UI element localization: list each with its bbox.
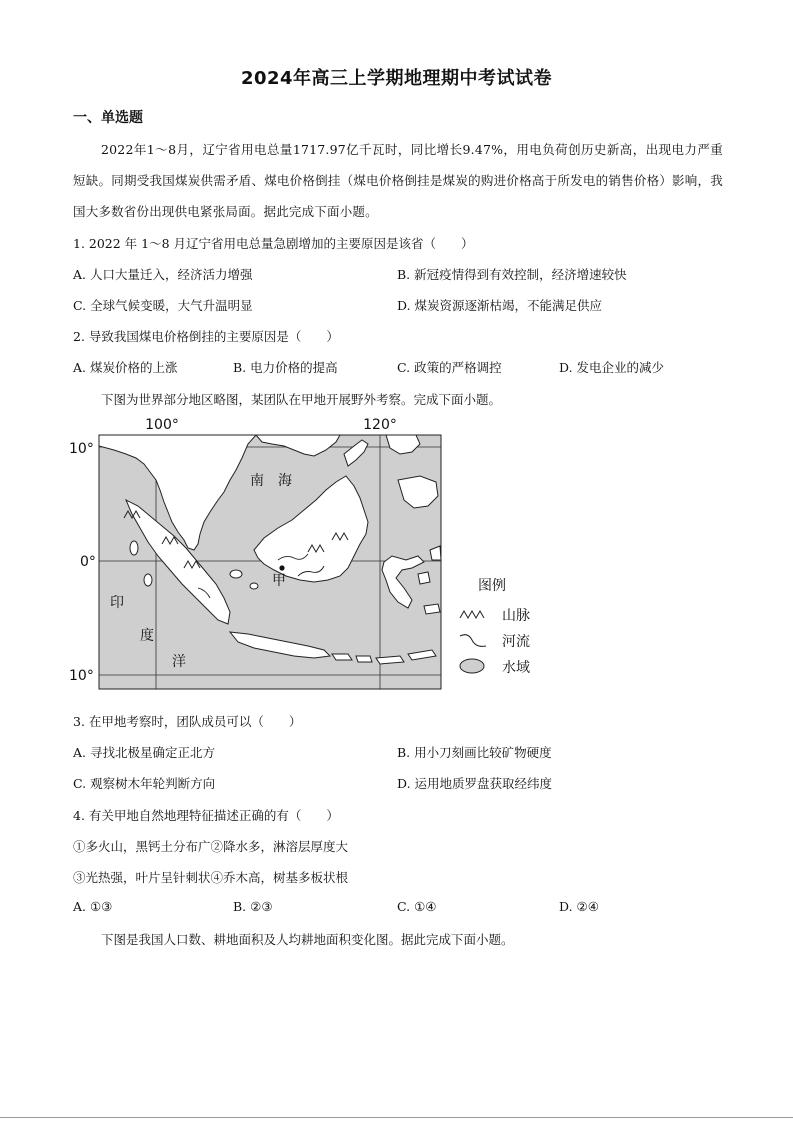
legend-water-label: 水域 [502,660,530,676]
lat-label-top: 10° [69,441,94,457]
map-intro: 下图为世界部分地区略图，某团队在甲地开展野外考察。完成下面小题。 [101,392,502,407]
lat-label-bottom: 10° [69,668,94,684]
q2-option-c: C. 政策的严格调控 [397,360,502,375]
page-title: 2024年高三上学期地理期中考试试卷 [240,68,553,89]
q3-option-a: A. 寻找北极星确定正北方 [73,745,215,760]
island-halmahera [418,572,430,584]
passage-electricity: 2022年1～8月，辽宁省用电总量1717.97亿千瓦时，同比增长9.47%，用电负荷创历史新高，出现电力严重短缺。同期受我国煤炭供需矛盾、煤电价格倒挂（煤电价格倒挂是煤炭的购进价格高于所发电的销售价格）影响，我国大多数省份出现供电紧张局面。据此完成下面小题。 [73,142,723,219]
island-mentawai [144,574,152,586]
island-bali [332,654,352,660]
map-svg [68,410,548,696]
island-flores [376,656,404,664]
q3-option-d: D. 运用地质罗盘获取经纬度 [397,776,553,791]
q1-option-d: D. 煤炭资源逐渐枯竭，不能满足供应 [397,298,603,313]
legend-river-label: 河流 [502,634,530,650]
q2-option-d: D. 发电企业的减少 [559,360,665,375]
q4-option-c: C. ①④ [397,899,437,914]
site-label: 甲 [272,573,286,589]
q2-option-b: B. 电力价格的提高 [233,360,338,375]
ocean-label-3: 洋 [172,654,186,670]
chart-intro: 下图是我国人口数、耕地面积及人均耕地面积变化图。据此完成下面小题。 [101,932,514,947]
ocean-label-1: 印 [110,595,124,611]
ocean-label-2: 度 [140,628,154,644]
island-bangka [230,570,242,578]
section-heading: 一、单选题 [73,110,143,126]
map-figure [68,410,548,696]
lat-label-equator: 0° [80,554,96,570]
q3-option-b: B. 用小刀刻画比较矿物硬度 [397,745,552,760]
sea-label: 南 海 [250,473,292,489]
q1-option-a: A. 人口大量迁入，经济活力增强 [73,267,253,282]
page-bottom-rule [0,1117,793,1118]
legend-mountain-icon [460,611,484,618]
legend-water-icon [460,659,484,673]
island-lombok [356,656,372,662]
lon-label-120: 120° [363,417,397,433]
q2-option-a: A. 煤炭价格的上涨 [73,360,178,375]
lon-label-100: 100° [145,417,179,433]
q1-stem: 1. 2022 年 1～8 月辽宁省用电总量急剧增加的主要原因是该省（ ） [73,236,474,251]
q1-option-c: C. 全球气候变暖，大气升温明显 [73,298,253,313]
island-seram [424,604,440,614]
island-belitung [250,583,258,589]
q4-stem: 4. 有关甲地自然地理特征描述正确的有（ ） [73,808,339,823]
q4-statements-1: ①多火山，黑钙土分布广②降水多，淋溶层厚度大 [73,839,349,854]
q1-option-b: B. 新冠疫情得到有效控制，经济增速较快 [397,267,627,282]
site-marker [279,565,284,570]
legend-mountain-label: 山脉 [502,608,530,624]
q3-option-c: C. 观察树木年轮判断方向 [73,776,216,791]
legend-river-icon [460,635,486,647]
q4-option-d: D. ②④ [559,899,599,914]
q4-option-b: B. ②③ [233,899,273,914]
q4-statements-2: ③光热强，叶片呈针刺状④乔木高，树基多板状根 [73,870,349,885]
legend-title: 图例 [478,578,506,594]
island-nias [130,541,138,555]
q4-option-a: A. ①③ [73,899,113,914]
q2-stem: 2. 导致我国煤电价格倒挂的主要原因是（ ） [73,329,339,344]
q3-stem: 3. 在甲地考察时，团队成员可以（ ） [73,714,302,729]
